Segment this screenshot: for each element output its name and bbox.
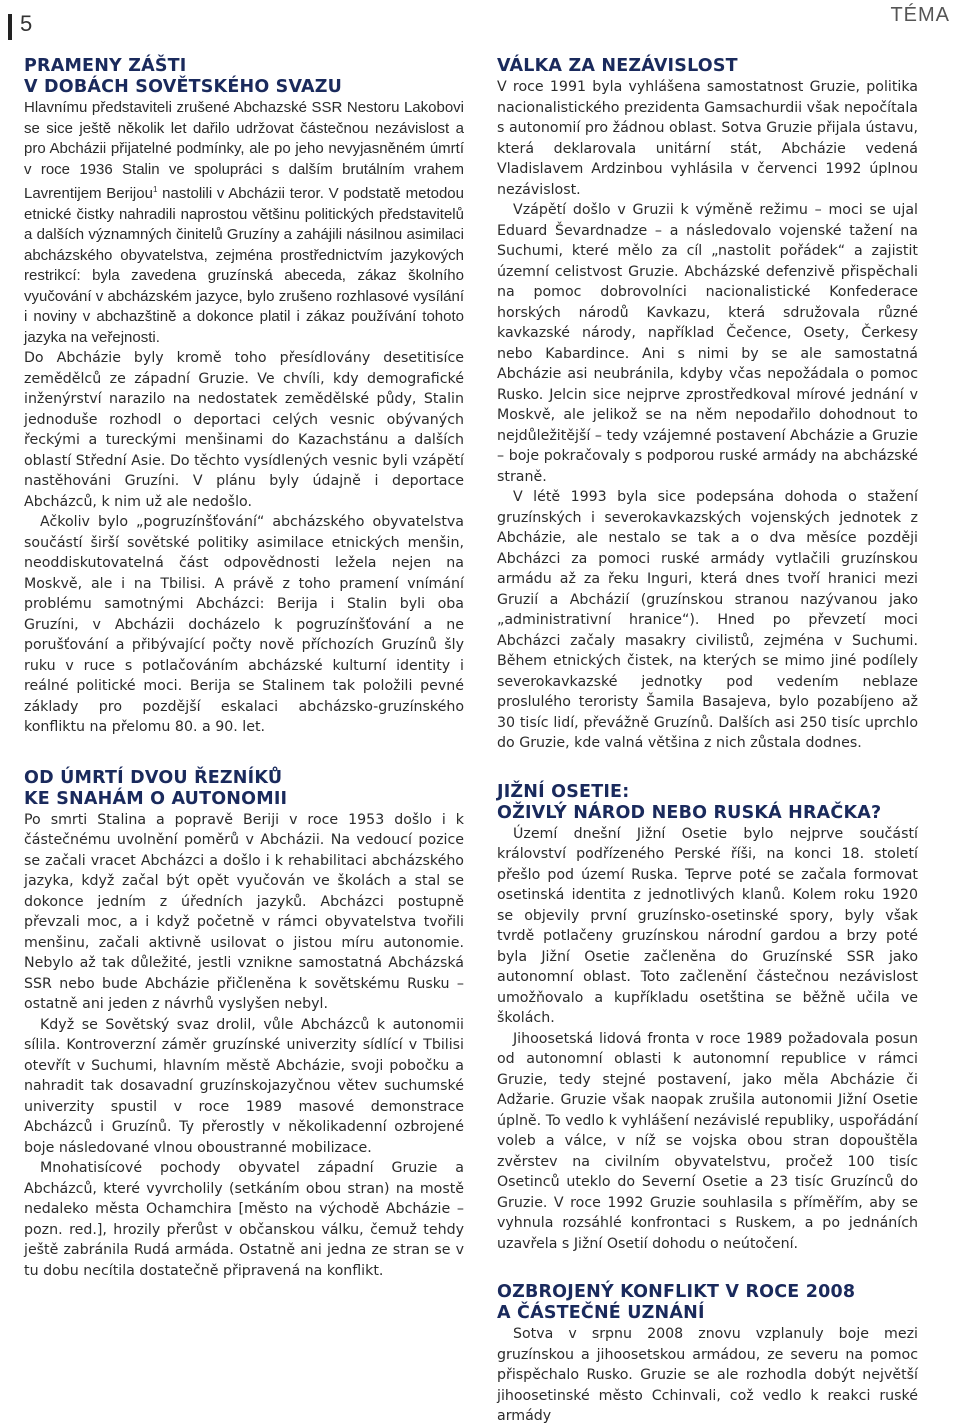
- paragraph: Do Abcházie byly kromě toho přesídlovány desetitisíce zemědělců ze západní Gruzie. Ve chvíli, kdy demografické inženýrství narazilo na nedostatek zemědělské půdy, Stalin jednoduše rozhodl o deportaci celých vesnic obývaných řeckými a tureckými menšinami do Kazachstánu a dalších oblastí Střední Asie. Do těchto vysídlených vesnic byli vzápětí nastěhováni Gruzíni. V plánu byly údajně i deportace Abcházců, k nim už ale nedošlo.: [24, 350, 464, 510]
- paragraph: Mnohatisícové pochody obyvatel západní Gruzie a Abcházců, které vyvrcholily (setkáním obou stran) na mostě nedaleko města Ochamchira [město na východě Abcházie – pozn. red.], hrozily přerůst v občanskou válku, čemuž tehdy ještě zabránila Rudá armáda. Ostatně ani jedna ze stran se v tu dobu necítila dostatečně připravená na konflikt.: [24, 1160, 464, 1279]
- section-title-line: V DOBÁCH SOVĚTSKÉHO SVAZU: [24, 77, 343, 97]
- section-title-line: OZBROJENÝ KONFLIKT V ROCE 2008: [497, 1282, 856, 1302]
- section-title-south-ossetia: [497, 782, 918, 824]
- footnote-marker: 1: [152, 185, 158, 194]
- paragraph: Když se Sovětský svaz drolil, vůle Abcházců k autonomii sílila. Kontroverzní záměr gruzínské univerzity sídlící v Tbilisi otevřít v Suchumi, hlavním městě Abcházie, svoji pobočku a nahradit tak dosavadní gruzínskojazyčnou větev suchumské univerzity spustil v roce 1989 masové demonstrace Abcházců i Gruzínů. Ty přerostly v několikadenní ozbrojené boje následované vlnou oboustranné mobilizace.: [24, 1016, 464, 1156]
- section-title-line: A ČÁSTEČNÉ UZNÁNÍ: [497, 1303, 705, 1323]
- right-column: [497, 56, 918, 1427]
- paragraph: Vzápětí došlo v Gruzii k výměně režimu – moci se ujal Eduard Ševardnadze – a následovalo vojenské tažení na Suchumi, které mělo za cíl „nastolit pořádek“ a zajistit územní celistvost Gruzie. Abcházské defenzivě přispěchali na pomoc dobrovolníci nacionalistické Konfederace horských národů Kavkazu, která sdružovala různé kavkazské národy, například Čečence, Osety, Čerkesy nebo Kabardince. Ani s nimi by se ale samostatná Abcházie asi neubránila, kdyby včas nepožádala o pomoc Rusko. Jelcin sice nejprve zprostředkoval mírové jednání v Moskvě, ale jelikož se na něm nepodařilo dohodnout to nejdůležitější – tedy vzájemné postavení Abcházie a Gruzie – boje pokračovaly s podporou ruské armády na abcházské straně.: [497, 202, 918, 485]
- section-tag: TÉMA: [890, 4, 950, 26]
- paragraph: V roce 1991 byla vyhlášena samostatnost Gruzie, politika nacionalistického prezidenta Gamsachurdii však nepočítala s autonomií pro žádnou oblast. Sotva Gruzie přijala ústavu, která deklarovala unitární stát, Abcházie vedená Vladislavem Ardzinbou vyhlásila v červenci 1992 úplnou nezávislost.: [497, 79, 918, 198]
- paragraph: Území dnešní Jižní Osetie bylo nejprve součástí království podřízeného Perské říši, na konci 18. století přešlo pod území Ruska. Teprve poté se začala formovat osetinská identita z jednotlivých klanů. Kolem roku 1920 se objevily první gruzínsko-osetinské spory, byly však tvrdě potlačeny gruzínskou národní gardou a brzy poté byla Jižní Osetie začleněna do Gruzínské SSR jako autonomní oblast. Toto začlenění částečnou nezávislost umožňovalo a kupříkladu osetština se běžně učila ve školách.: [497, 825, 918, 1026]
- section-title-line: JIŽNÍ OSETIE:: [497, 781, 630, 802]
- section-title-line: PRAMENY ZÁŠTI: [24, 56, 187, 76]
- section-title-autonomy: [24, 768, 464, 810]
- section-title-war: VÁLKA ZA NEZÁVISLOST: [497, 56, 738, 76]
- paragraph: Jihoosetská lidová fronta v roce 1989 požadovala posun od autonomní oblasti k autonomní republice v rámci Gruzie, tedy stejné postavení, jako měla Abcházie či Adžarie. Gruzie však naopak zrušila autonomii Jižní Osetie úplně. To vedlo k vyhlášení nezávislé republiky, uspořádání voleb a válce, v níž se vojska obou stran dopouštěla zvěrstev na civilním obyvatelstvu, pročež 100 tisíc Osetinců uteklo do Severní Osetie a 23 tisíc Gruzínců do Gruzie. V roce 1992 Gruzie souhlasila s příměřím, aby se vyhnula rozsáhlé konfrontaci s Ruskem, a po jednáních uzavřela s Jižní Osetií dohodu o neútočení.: [497, 1030, 918, 1252]
- left-column: [24, 56, 464, 1281]
- header-bar: [8, 14, 12, 40]
- section-title-sources: [24, 56, 464, 98]
- paragraph: Sotva v srpnu 2008 znovu vzplanuly boje mezi gruzínskou a jihoosetskou armádou, ze severu na pomoc přispěchalo Rusko. Gruzie se ale rozhodla dobýt největší jihoosetinské město Cchinvali, což vedlo k reakci ruské armády: [497, 1326, 918, 1424]
- section-title-2008-conflict: [497, 1282, 918, 1324]
- section-title-line: OŽIVLÝ NÁROD NEBO RUSKÁ HRAČKA?: [497, 802, 882, 823]
- paragraph: V létě 1993 byla sice podepsána dohoda o stažení gruzínských i severokavkazských vojenských jednotek z Abcházie, ale nestalo se tak a o dva měsíce později Abcházci za pomoci ruské armády vytlačili gruzínskou armádu až za řeku Inguri, která dnes tvoří hranici mezi Gruzií a Abcházií (gruzínskou stranou nazývanou jako „administrativní hranice“). Hned po převzetí moci Abcházci začaly masakry civilistů, zejména v Suchumi. Během etnických čistek, na kterých se mimo jiné podílely severokavkazské jednotky pod vedením neblaze proslulého teroristy Šamila Basajeva, bylo pozabíjeno až 30 tisíc lidí, převážně Gruzínů. Dalších asi 250 tisíc uprchlo do Gruzie, kde valná většina z nich zůstala dodnes.: [497, 489, 918, 751]
- paragraph: Hlavnímu představiteli zrušené Abchazské SSR Nestoru Lakobovi se sice ještě několik let dařilo udržovat částečnou nezávislost a pro Abcházii přijatelné podmínky, ale po jeho nevyjasněném úmrtí v roce 1936 Stalin ve spolupráci s dalším brutálním vrahem Lavrentijem Berijou$^1$ nastolili v Abcházii teror. V podstatě metodou etnické čistky nahradili naprostou většinu politických představitelů a dalších významných činitelů Gruzíny a zahájili násilnou asimilaci abcházského obyvatelstva, zejména prostřednictvím jazykových restrikcí: byla zavedena gruzínská abeceda, zákaz školního vyučování v abcházském jazyce, bylo zrušeno rozhlasové vysílání i noviny v abchazštině a dokonce platil i zákaz používání tohoto jazyka na veřejnosti.: [24, 99, 464, 346]
- paragraph: Ačkoliv bylo „pogruzínšťování“ abcházského obyvatelstva součástí širší sovětské politiky asimilace etnických menšin, neoddiskutovatelná část odpovědnosti ležela nejen na Moskvě, ale i na Tbilisi. A právě z toho pramení vnímání problému samotnými Abcházci: Berija i Stalin byli oba Gruzíni, v Abcházii docházelo k pogruzínšťování a ne porušťování a přibývající počty nově příchozích Gruzínů šly ruku v ruce s potlačováním abcházské kulturní identity i reálné politické moci. Berija se Stalinem tak položili pevné základy pro pozdější eskalaci abcházsko-gruzínského konfliktu na přelomu 80. a 90. let.: [24, 514, 464, 735]
- page-number: 5: [20, 11, 33, 36]
- paragraph: Po smrti Stalina a popravě Beriji v roce 1953 došlo i k částečnému uvolnění poměrů v Abcházii. Na vedoucí pozice se začali vracet Abcházci a došlo i k rehabilitaci abcházského jazyka, když začal být opět vyučován ve školách a stal se dokonce jedním z úředních jazyků. Abcházci postupně převzali moc, a i když početně v rámci obyvatelstva tvořili menšinu, začali aktivně usilovat o jistou míru autonomie. Nebylo až tak důležité, jestli vznikne samostatná Abcházská SSR nebo bude Abcházie přičleněna k sovětskému Rusku – ostatně ani jeden z návrhů vyslyšen nebyl.: [24, 811, 464, 1012]
- section-title-line: OD ÚMRTÍ DVOU ŘEZNÍKŮ: [24, 767, 283, 788]
- section-title-line: KE SNAHÁM O AUTONOMII: [24, 788, 288, 809]
